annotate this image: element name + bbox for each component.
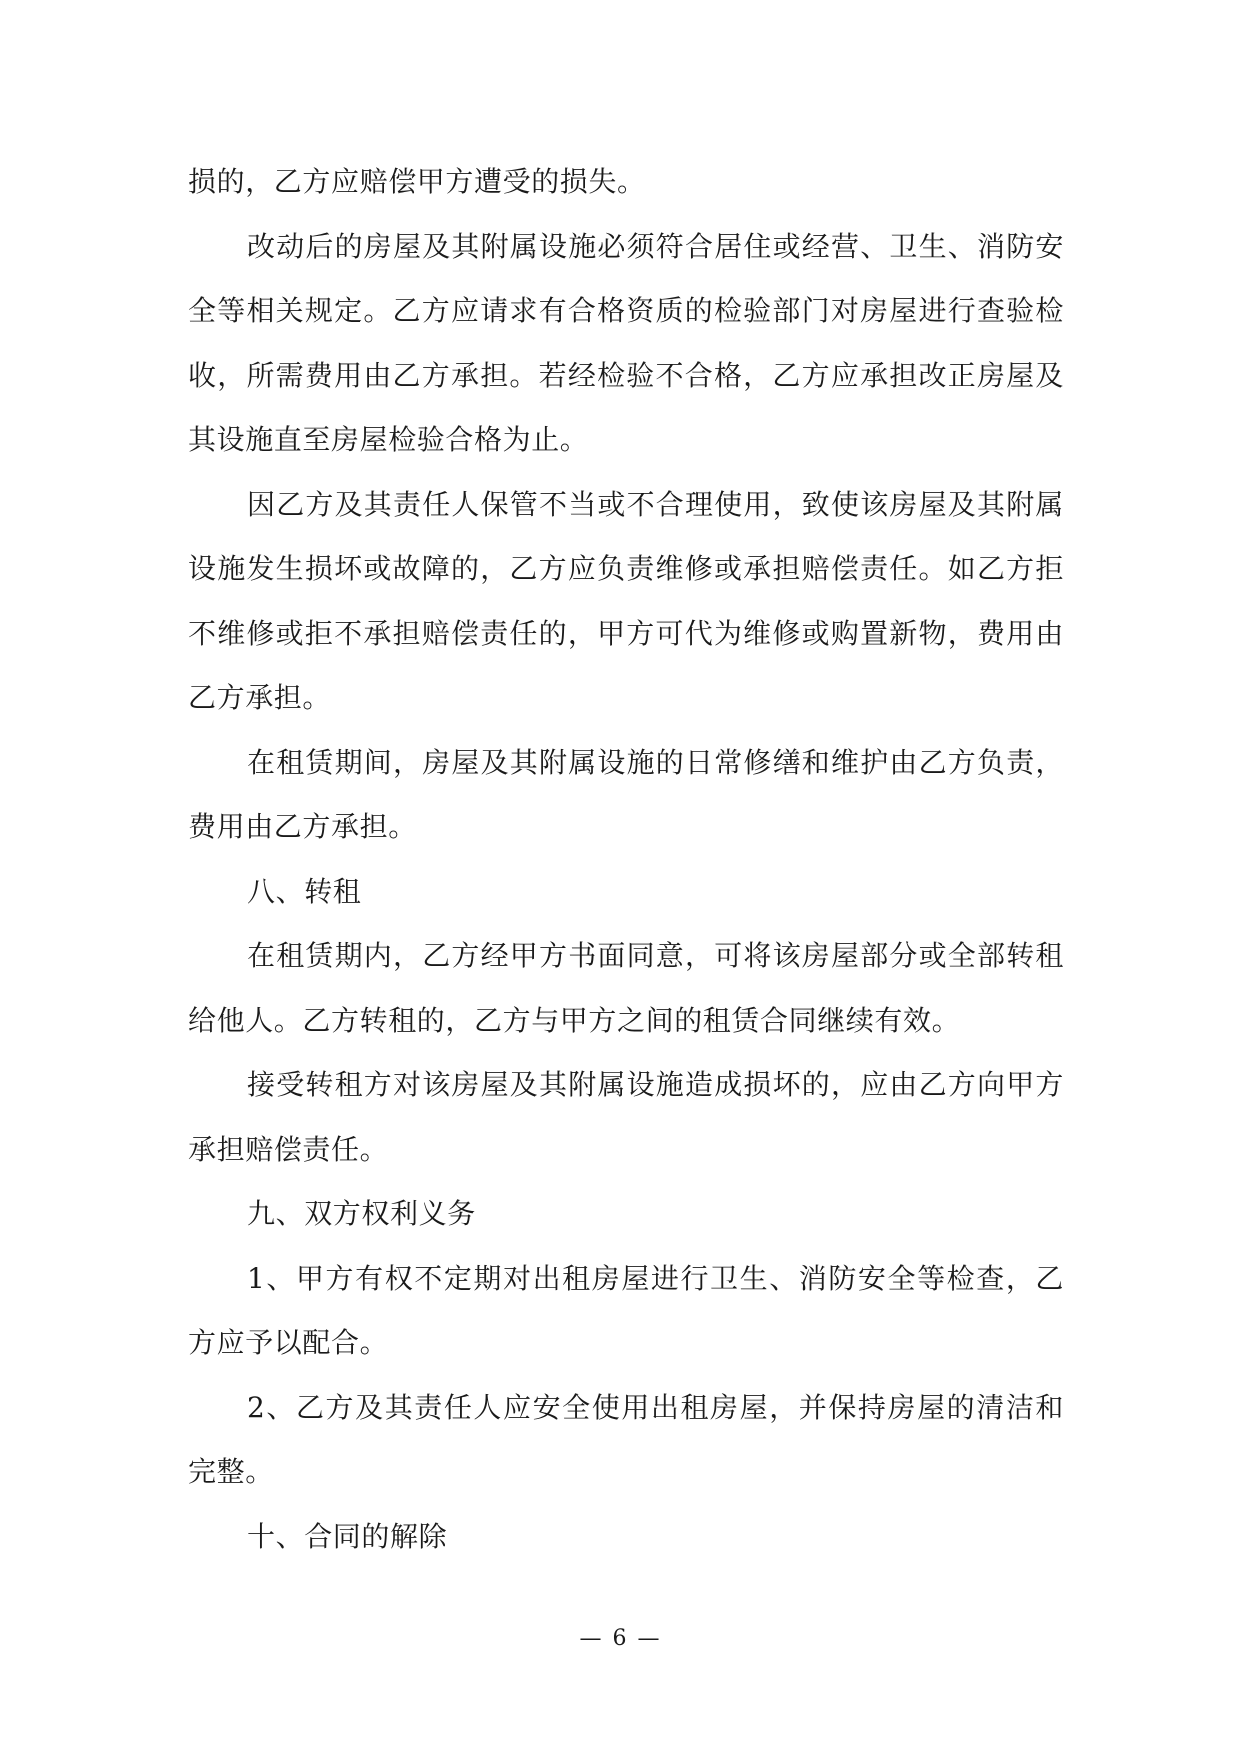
paragraph: 在租赁期间，房屋及其附属设施的日常修缮和维护由乙方负责，费用由乙方承担。 xyxy=(188,745,1064,843)
section-heading: 九、双方权利义务 xyxy=(247,1197,476,1230)
list-item: 1、甲方有权不定期对出租房屋进行卫生、消防安全等检查，乙方应予以配合。 xyxy=(188,1261,1064,1359)
section-heading: 八、转租 xyxy=(247,874,362,908)
list-item: 2、乙方及其责任人应安全使用出租房屋，并保持房屋的清洁和完整。 xyxy=(188,1390,1064,1488)
paragraph: 因乙方及其责任人保管不当或不合理使用，致使该房屋及其附属设施发生损坏或故障的，乙方应负责维修或承担赔偿责任。如乙方拒不维修或拒不承担赔偿责任的，甲方可代为维修或购置新物，费用由乙方承担。 xyxy=(188,487,1064,714)
paragraph: 损的，乙方应赔偿甲方遭受的损失。 xyxy=(188,165,646,198)
paragraph: 在租赁期内，乙方经甲方书面同意，可将该房屋部分或全部转租给他人。乙方转租的，乙方与甲方之间的租赁合同继续有效。 xyxy=(188,939,1064,1037)
paragraph: 改动后的房屋及其附属设施必须符合居住或经营、卫生、消防安全等相关规定。乙方应请求有合格资质的检验部门对房屋进行查验检收，所需费用由乙方承担。若经检验不合格，乙方应承担改正房屋及其设施直至房屋检验合格为止。 xyxy=(188,229,1064,456)
paragraph: 接受转租方对该房屋及其附属设施造成损坏的，应由乙方向甲方承担赔偿责任。 xyxy=(188,1068,1064,1166)
document-body xyxy=(188,150,1064,1569)
section-heading: 十、合同的解除 xyxy=(247,1519,448,1553)
page-number: — 6 — xyxy=(579,1626,662,1651)
